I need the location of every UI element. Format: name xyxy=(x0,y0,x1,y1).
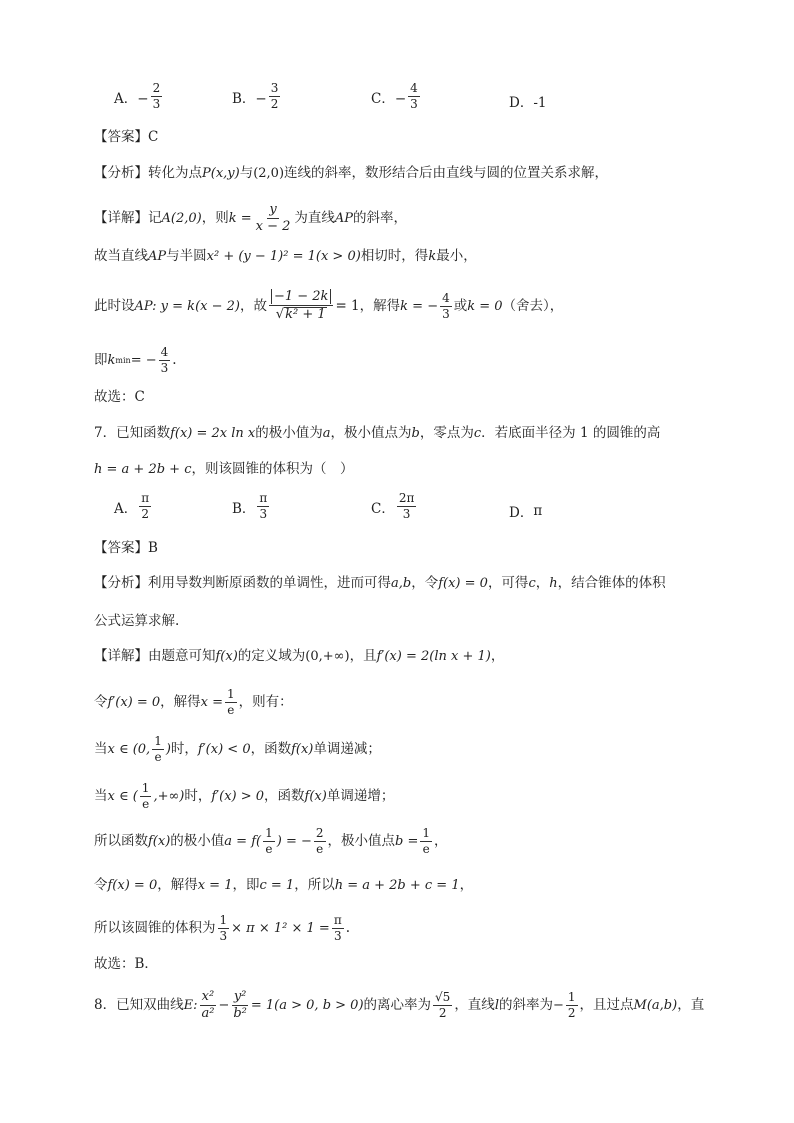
q6-option-a: A．− $\frac{2}{3}$ xyxy=(114,81,161,112)
q6-choice: 故选：C xyxy=(94,389,145,405)
q7-stem-line-1: 7．已知函数f(x) = 2x ln x的极小值为a，极小值点为b，零点为c．若底面半径为 1 的圆锥的高 xyxy=(94,425,661,441)
q6-answer: 【答案】C xyxy=(94,129,159,145)
q7-option-d: D． π xyxy=(509,503,543,521)
q7-analysis-line-2: 公式运算求解. xyxy=(94,613,180,629)
q6-option-c: C．− $\frac{4}{3}$ xyxy=(371,81,418,112)
q6-detail-line-2: 故当直线AP与半圆x² + (y − 1)² = 1(x > 0)相切时，得k最小， xyxy=(94,248,477,264)
q7-detail-line-3: 当 x ∈ (0, $\frac{1}{e}$ ) 时， f′(x) < 0 ，函数 f(x) 单调递减； xyxy=(94,734,381,765)
q7-answer: 【答案】B xyxy=(94,540,158,556)
q6-detail-line-4: 即 k min = − $\frac{4}{3}$ . xyxy=(94,345,177,376)
q7-detail-line-1: 【详解】由题意可知f(x)的定义域为(0,+∞)，且f′(x) = 2(ln x + 1)， xyxy=(94,648,505,664)
q7-option-b: B． $\frac{\pi}{3}$ xyxy=(232,491,268,522)
q6-analysis: 【分析】转化为点P(x,y)与(2,0)连线的斜率，数形结合后由直线与圆的位置关系求解， xyxy=(94,165,609,181)
q7-stem-line-2: h = a + 2b + c，则该圆锥的体积为（ ） xyxy=(94,461,354,477)
q6-detail-line-3: 此时设 AP: y = k(x − 2) ，故 −1 − 2k √ k² + 1 = 1，解得 k = − $\frac{4}{3}$ 或 k = 0 （舍去）， xyxy=(94,289,564,323)
q7-detail-line-5: 所以函数 f(x) 的极小值 a = f( $\frac{1}{e}$ ) = − $\frac{2}{e}$ ，极小值点 b = $\frac{1}{e}$ ， xyxy=(94,826,448,857)
q7-detail-line-2: 令 f′(x) = 0 ，解得 x = $\frac{1}{e}$ ，则有： xyxy=(94,687,293,718)
q7-detail-line-4: 当 x ∈ ( $\frac{1}{e}$ ,+∞) 时， f′(x) > 0 ，函数 f(x) 单调递增； xyxy=(94,781,395,812)
q7-detail-line-7: 所以该圆锥的体积为 $\frac{1}{3}$ × π × 1² × 1 = $\frac{\pi}{3}$ . xyxy=(94,913,350,944)
q7-option-c: C． $\frac{2\pi}{3}$ xyxy=(371,491,415,522)
q6-option-d: D．-1 xyxy=(509,95,547,111)
q7-detail-line-6: 令f(x) = 0，解得x = 1，即c = 1，所以h = a + 2b + c = 1， xyxy=(94,877,474,893)
q6-option-b: B．− $\frac{3}{2}$ xyxy=(232,81,279,112)
q7-analysis-line-1: 【分析】利用导数判断原函数的单调性，进而可得a,b，令f(x) = 0，可得c，h，结合锥体的体积 xyxy=(94,575,666,591)
q8-stem: 8．已知双曲线 E: $\frac{\text{x²}}{\text{a²}}$ − $\frac{\text{y²}}{\text{b²}}$ = 1(a > 0, b > 0) 的离心率为 $\frac{√5}{2}$ ，直线 l 的斜率为 − $\frac{1}{2}$ ，且过点 M(a,b) ，直 xyxy=(94,989,705,1022)
q7-option-a: A． $\frac{\pi}{2}$ xyxy=(114,491,150,522)
q7-choice: 故选：B． xyxy=(94,956,158,972)
q6-detail-line-1: 【详解】 记 A(2,0) ，则 k = $\frac{y}{x - 2}$ 为直线 AP 的斜率， xyxy=(94,202,408,235)
